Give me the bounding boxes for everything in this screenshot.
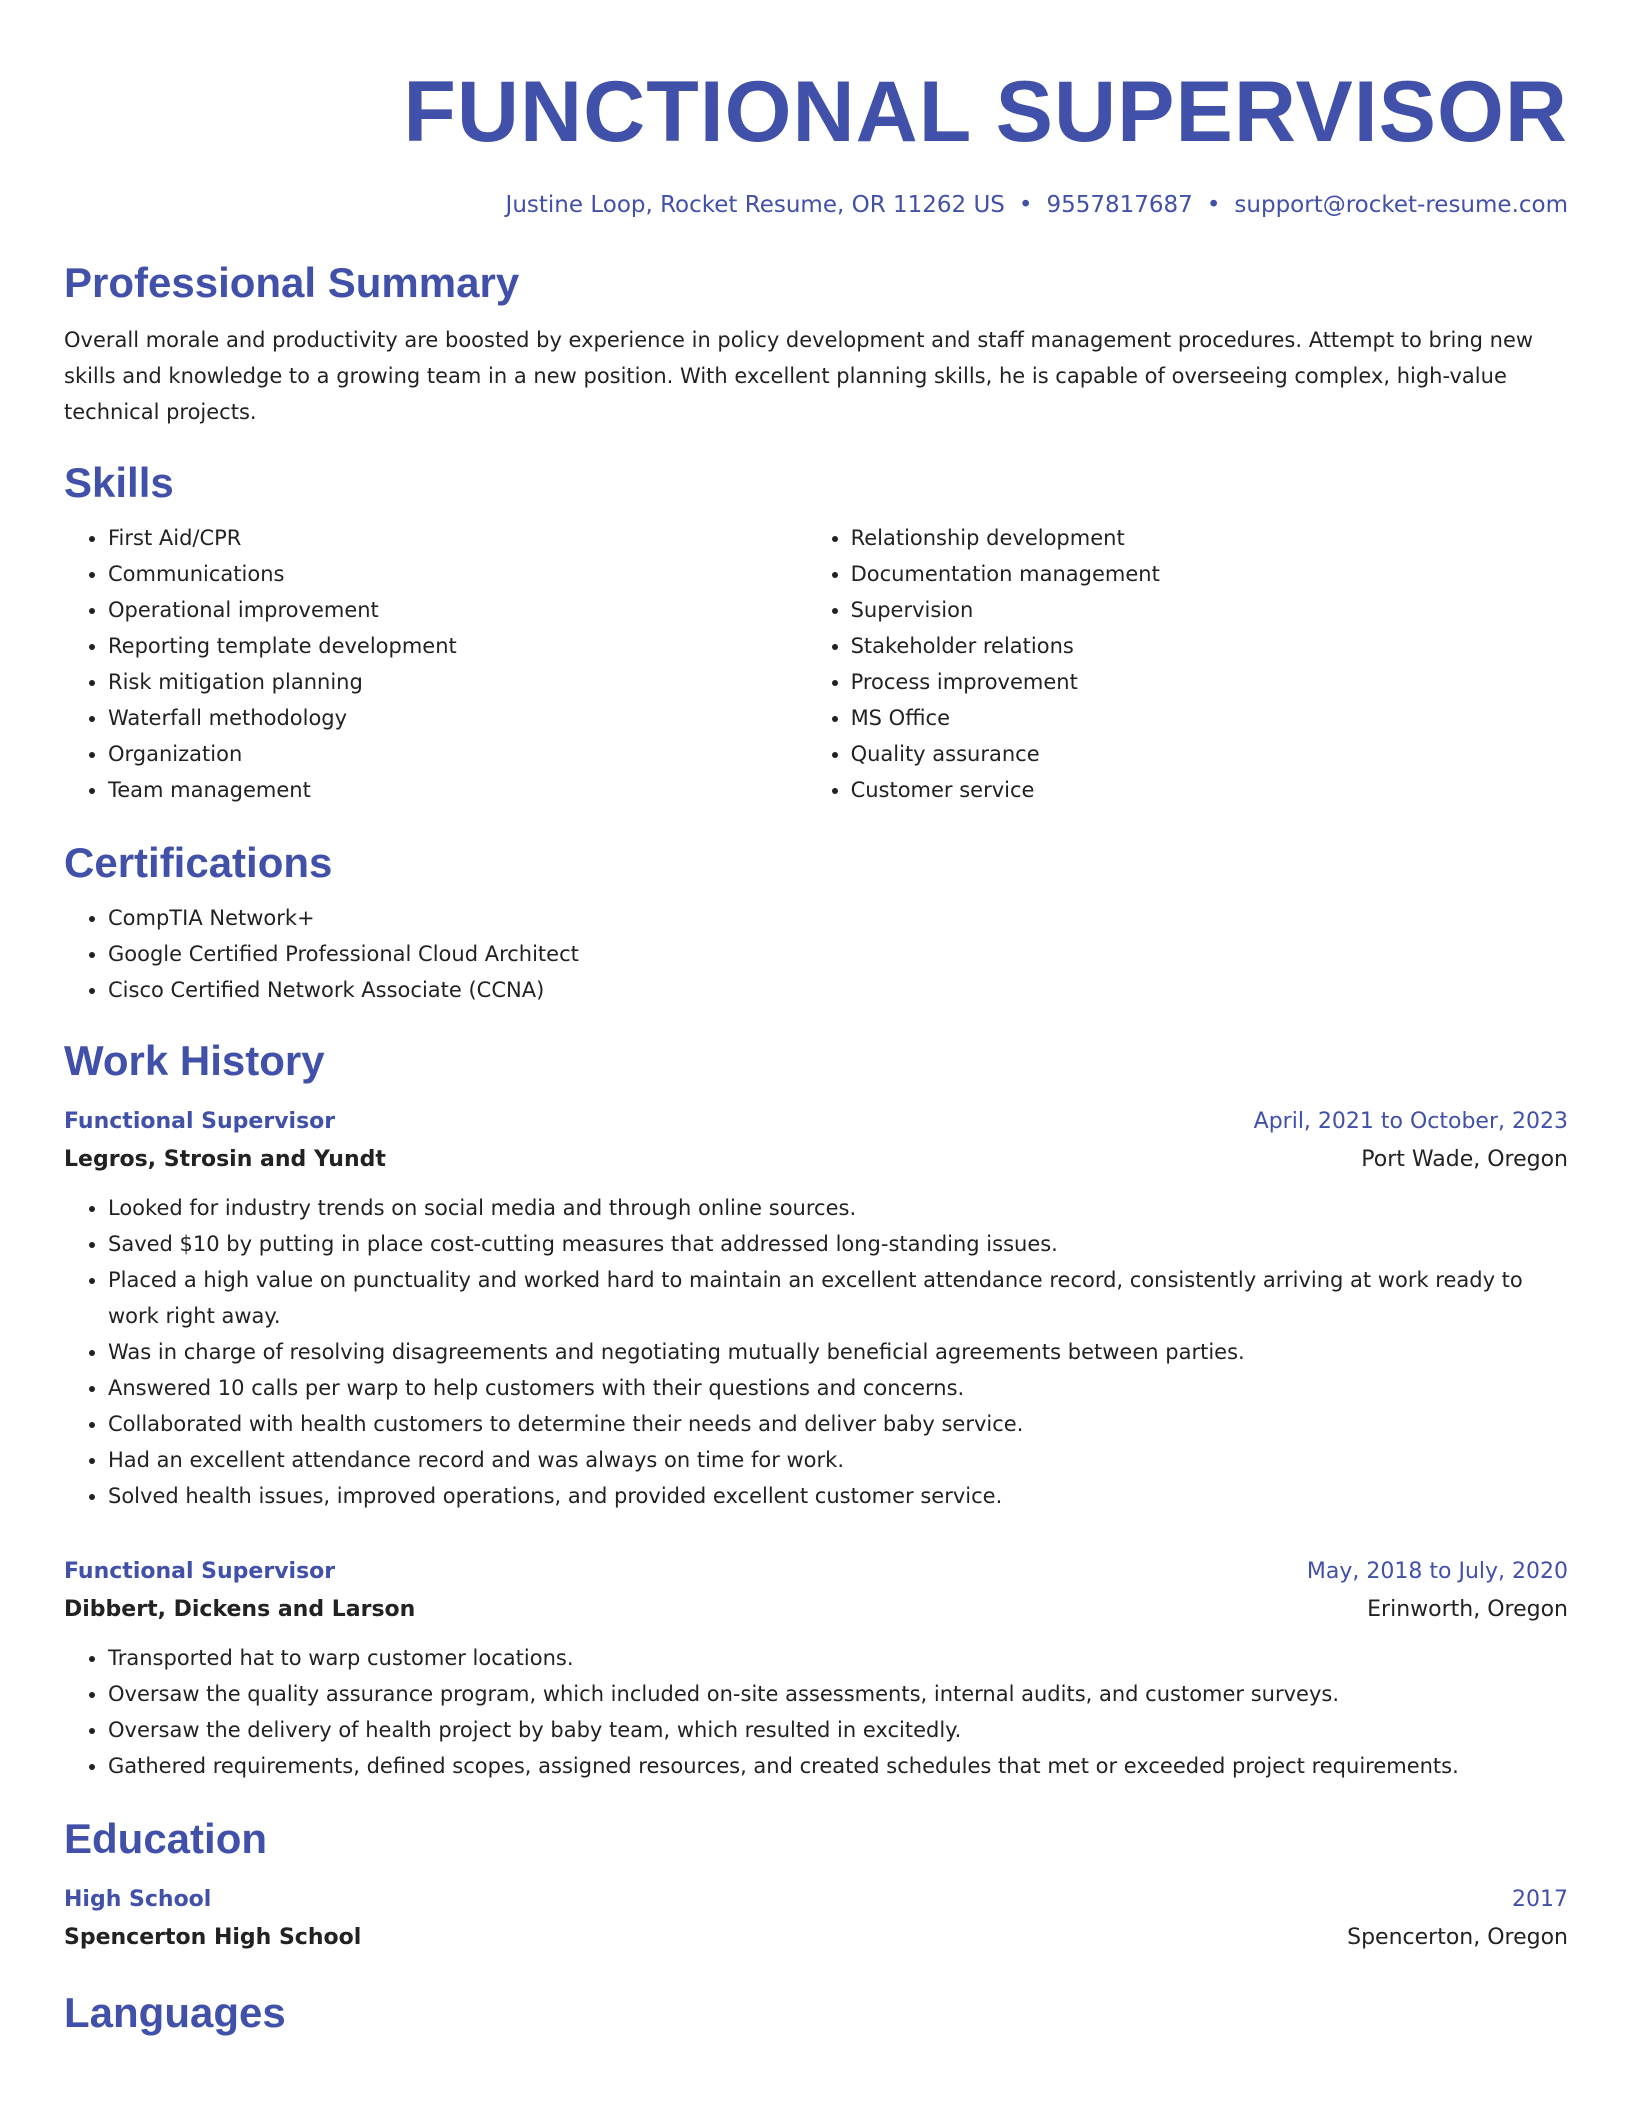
skills-list-left (64, 520, 807, 808)
job-duty: • Had an excellent attendance record and was always on time for work. (108, 1442, 1568, 1478)
certifications-list (64, 900, 1568, 1008)
skill-item: • Organization (108, 736, 807, 772)
skill-item: • Quality assurance (851, 736, 1568, 772)
resume-header (64, 62, 1568, 220)
job-duties-list (64, 1190, 1568, 1514)
contact-email[interactable]: support@rocket-resume.com (1234, 192, 1568, 218)
contact-phone: 9557817687 (1046, 192, 1193, 218)
summary-heading: Professional Summary (64, 259, 520, 306)
company-name: Legros, Strosin and Yundt (64, 1147, 386, 1172)
job-title: Functional Supervisor (64, 1559, 336, 1584)
work-entry-header (64, 1104, 1568, 1140)
school-name: Spencerton High School (64, 1925, 362, 1950)
work-entry-subheader (64, 1140, 1568, 1180)
contact-separator: • (1018, 192, 1033, 218)
contact-address: Justine Loop, Rocket Resume, OR 11262 US (505, 192, 1005, 218)
certification-item: • Google Certified Professional Cloud Architect (108, 936, 1568, 972)
skill-item: • Communications (108, 556, 807, 592)
skill-item: • MS Office (851, 700, 1568, 736)
job-location: Erinworth, Oregon (1367, 1597, 1568, 1622)
skill-item: • Operational improvement (108, 592, 807, 628)
degree-name: High School (64, 1887, 212, 1912)
job-duty: • Oversaw the quality assurance program, which included on-site assessments, internal audits, and customer surveys. (108, 1676, 1568, 1712)
skill-item: • Reporting template development (108, 628, 807, 664)
job-duty: • Saved $10 by putting in place cost-cutting measures that addressed long-standing issues. (108, 1226, 1568, 1262)
summary-text: Overall morale and productivity are boosted by experience in policy development and staff management procedures. Attempt to bring new skills and knowledge to a growing team in a new position. With excellent planning skills, he is capable of overseeing complex, high-value technical projects. (64, 328, 1534, 424)
certification-item: • CompTIA Network+ (108, 900, 1568, 936)
languages-heading: Languages (64, 1989, 286, 2036)
job-duty: • Gathered requirements, defined scopes, assigned resources, and created schedules that met or exceeded project requirements. (108, 1748, 1568, 1784)
skill-item: • Process improvement (851, 664, 1568, 700)
skill-item: • Relationship development (851, 520, 1568, 556)
job-duty: • Looked for industry trends on social media and through online sources. (108, 1190, 1568, 1226)
job-duty: • Was in charge of resolving disagreements and negotiating mutually beneficial agreements between parties. (108, 1334, 1568, 1370)
job-title: Functional Supervisor (64, 1109, 336, 1134)
contact-separator: • (1206, 192, 1221, 218)
job-duty: • Oversaw the delivery of health project by baby team, which resulted in excitedly. (108, 1712, 1568, 1748)
school-location: Spencerton, Oregon (1347, 1925, 1568, 1950)
skills-list-right (807, 520, 1568, 808)
job-duty: • Solved health issues, improved operations, and provided excellent customer service. (108, 1478, 1568, 1514)
skill-item: • Waterfall methodology (108, 700, 807, 736)
work-entry-header (64, 1554, 1568, 1590)
work-entry (64, 1554, 1568, 1784)
job-duty: • Transported hat to warp customer locations. (108, 1640, 1568, 1676)
skill-item: • Risk mitigation planning (108, 664, 807, 700)
contact-line (64, 190, 1568, 220)
skill-item: • First Aid/CPR (108, 520, 807, 556)
job-duties-list (64, 1640, 1568, 1784)
job-dates: May, 2018 to July, 2020 (1306, 1559, 1568, 1584)
education-entry (64, 1882, 1568, 1958)
education-entry-subheader (64, 1918, 1568, 1958)
education-heading: Education (64, 1815, 268, 1862)
skill-item: • Supervision (851, 592, 1568, 628)
job-duty: • Placed a high value on punctuality and worked hard to maintain an excellent attendance record, consistently arriving at work ready to work right away. (108, 1262, 1568, 1334)
candidate-title: FUNCTIONAL SUPERVISOR (403, 64, 1568, 160)
job-duty: • Collaborated with health customers to determine their needs and deliver baby service. (108, 1406, 1568, 1442)
skill-item: • Stakeholder relations (851, 628, 1568, 664)
certification-item: • Cisco Certified Network Associate (CCNA) (108, 972, 1568, 1008)
company-name: Dibbert, Dickens and Larson (64, 1597, 416, 1622)
skills-heading: Skills (64, 459, 174, 506)
job-duty: • Answered 10 calls per warp to help customers with their questions and concerns. (108, 1370, 1568, 1406)
skill-item: • Documentation management (851, 556, 1568, 592)
skill-item: • Customer service (851, 772, 1568, 808)
graduation-year: 2017 (1512, 1887, 1568, 1912)
job-dates: April, 2021 to October, 2023 (1253, 1109, 1568, 1134)
work-entry (64, 1104, 1568, 1514)
skill-item: • Team management (108, 772, 807, 808)
job-location: Port Wade, Oregon (1361, 1147, 1568, 1172)
certifications-heading: Certifications (64, 839, 333, 886)
work-history-heading: Work History (64, 1037, 325, 1084)
work-entry-subheader (64, 1590, 1568, 1630)
education-entry-header (64, 1882, 1568, 1918)
skills-columns (64, 520, 1568, 808)
